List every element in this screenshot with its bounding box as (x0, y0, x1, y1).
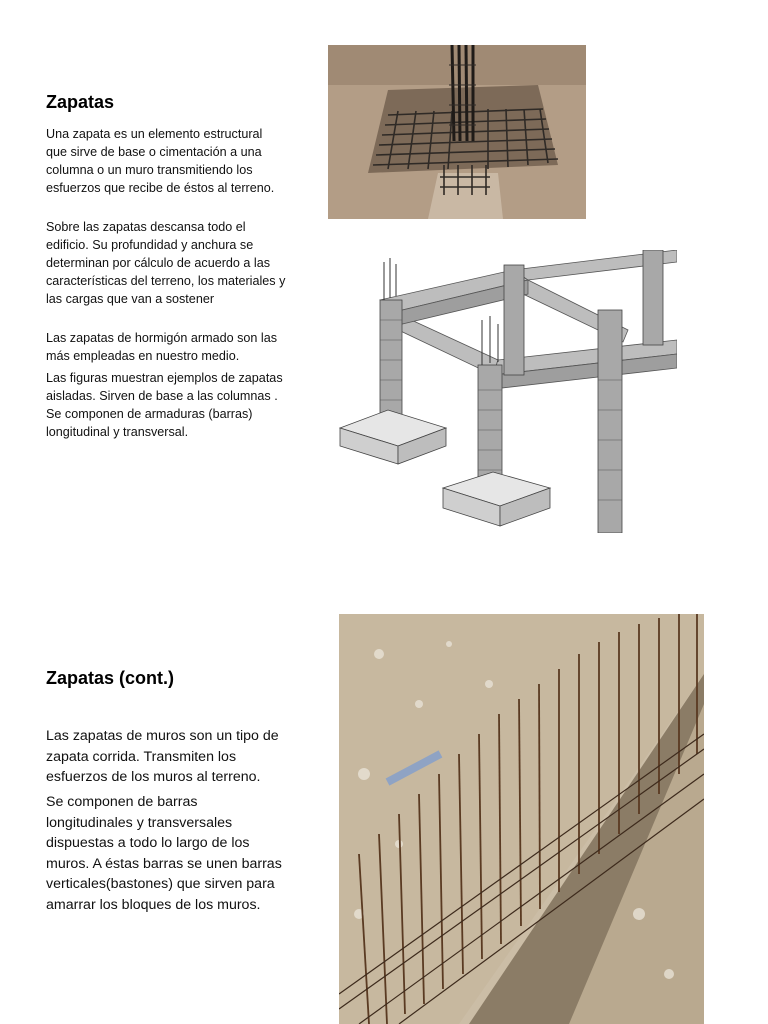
wall-footing-trench-photo (339, 614, 704, 1024)
paragraph-figures: Las figuras muestran ejemplos de zapatas aisladas. Sirven de base a las columnas . Se componen de armaduras (barras) longitudinal y transversal. (46, 371, 283, 439)
paragraph-materials: Las zapatas de hormigón armado son las más empleadas en nuestro medio. (46, 331, 278, 363)
section-title: Zapatas (cont.) (46, 668, 175, 688)
footing-rebar-photo (328, 45, 586, 219)
section-title: Zapatas (46, 92, 115, 112)
paragraph-wall-footings: Las zapatas de muros son un tipo de zapata corrida. Transmiten los esfuerzos de los muros al terreno. (46, 728, 279, 785)
paragraph-building: Sobre las zapatas descansa todo el edificio. Su profundidad y anchura se determinan por cálculo de acuerdo a las características del terreno, los materiales y las cargas que van a sostener (46, 220, 286, 306)
column-footing-3d-drawing (328, 250, 677, 533)
paragraph-bar-composition: Se componen de barras longitudinales y transversales dispuestas a todo lo largo de los muros. A éstas barras se unen barras verticales(bastones) que sirven para amarrar los bloques de los muros. (46, 794, 282, 913)
paragraph-definition: Una zapata es un elemento estructural que sirve de base o cimentación a una columna o un muro transmitiendo los esfuerzos que recibe de éstos al terreno. (46, 127, 275, 195)
